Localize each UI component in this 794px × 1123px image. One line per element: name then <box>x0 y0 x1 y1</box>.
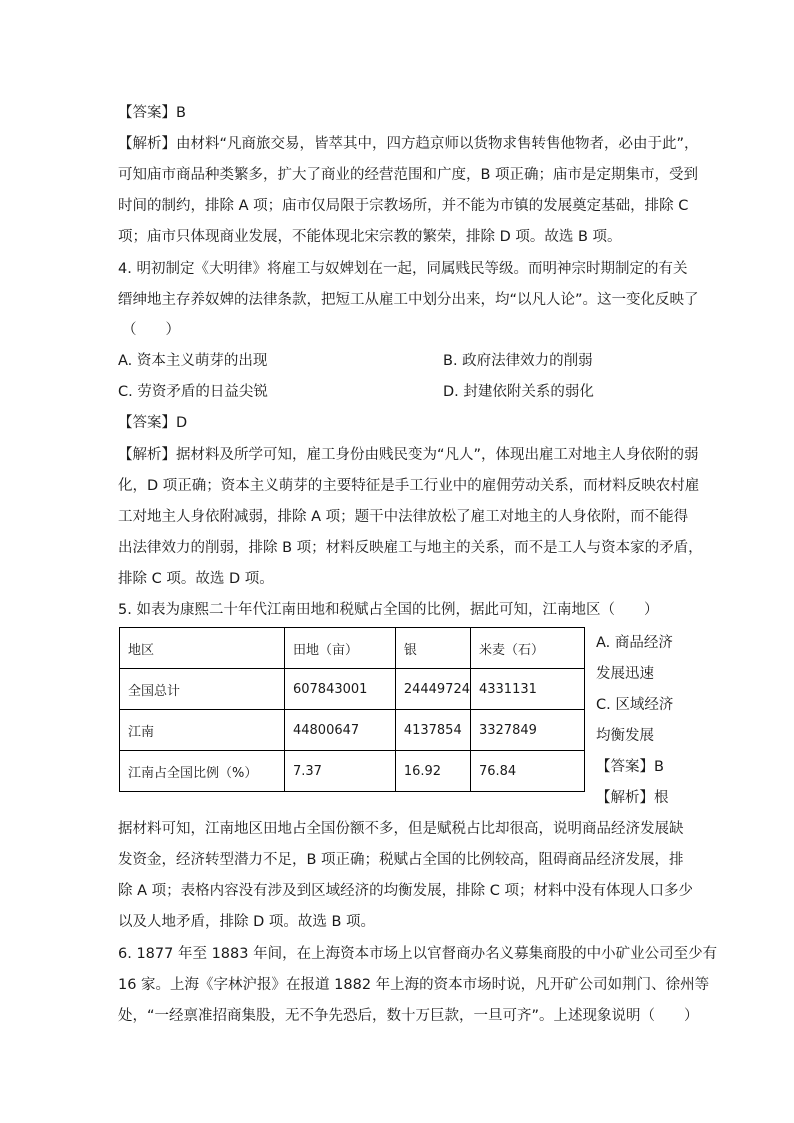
q4-analysis-line: 化，D 项正确；资本主义萌芽的主要特征是手工行业中的雇佣劳动关系，而材料反映农村雇 <box>118 478 700 494</box>
q4-answer: 【答案】D <box>118 415 188 431</box>
q3-analysis-line: 时间的制约，排除 A 项；庙市仅局限于宗教场所，并不能为市镇的发展奠定基础，排除 C <box>118 198 689 214</box>
table-header-row <box>120 628 585 669</box>
table-cell: 江南占全国比例（%） <box>120 751 285 792</box>
table-header-cell: 银 <box>395 628 470 669</box>
table-row <box>120 669 585 710</box>
q3-analysis-line: 可知庙市商品种类繁多，扩大了商业的经营范围和广度，B 项正确；庙市是定期集市，受到 <box>118 167 699 183</box>
table-cell: 3327849 <box>470 710 584 751</box>
table-header-cell: 田地（亩） <box>284 628 395 669</box>
table-row <box>120 751 585 792</box>
table-header-cell: 米麦（石） <box>470 628 584 669</box>
q5-side-text: C. 区域经济 <box>596 697 674 713</box>
q5-analysis-line: 除 A 项；表格内容没有涉及到区域经济的均衡发展，排除 C 项；材料中没有体现人口多少 <box>118 883 693 899</box>
q5-analysis-line: 以及人地矛盾，排除 D 项。故选 B 项。 <box>118 914 376 930</box>
q4-option-b: B. 政府法律效力的削弱 <box>443 353 593 369</box>
q6-stem-line: 16 家。上海《字林沪报》在报道 1882 年上海的资本市场时说，凡开矿公司如荆门、徐州等 <box>118 977 710 993</box>
q5-analysis-start: 【解析】根 <box>596 790 669 806</box>
q4-analysis-line: 排除 C 项。故选 D 项。 <box>118 571 274 587</box>
q4-option-d: D. 封建依附关系的弱化 <box>443 384 594 400</box>
table-cell: 44800647 <box>284 710 395 751</box>
q5-analysis-line: 发资金，经济转型潜力不足，B 项正确；税赋占全国的比例较高，阻碍商品经济发展，排 <box>118 852 684 868</box>
q3-answer: 【答案】B <box>118 105 186 121</box>
q4-analysis-line: 工对地主人身依附减弱，排除 A 项；题干中法律放松了雇工对地主的人身依附，而不能得 <box>118 509 689 525</box>
table-header-cell: 地区 <box>120 628 285 669</box>
q4-analysis-line: 出法律效力的削弱，排除 B 项；材料反映雇工与地主的关系，而不是工人与资本家的矛盾， <box>118 540 703 556</box>
q5-side-text: 发展迅速 <box>596 666 654 682</box>
q6-stem-line: 处，“一经禀准招商集股，无不争先恐后，数十万巨款，一旦可齐”。上述现象说明（ ） <box>118 1008 699 1024</box>
q4-option-a: A. 资本主义萌芽的出现 <box>118 353 268 369</box>
q5-data-table <box>119 627 585 792</box>
q3-analysis-line: 【解析】由材料“凡商旅交易，皆萃其中，四方趋京师以货物求售转售他物者，必由于此”， <box>118 136 699 152</box>
q5-answer: 【答案】B <box>596 759 664 775</box>
q4-option-c: C. 劳资矛盾的日益尖锐 <box>118 384 268 400</box>
q4-stem-blank: （ ） <box>122 322 180 338</box>
q5-side-text: 均衡发展 <box>596 728 654 744</box>
q6-stem-line: 6. 1877 年至 1883 年间，在上海资本市场上以官督商办名义募集商股的中小矿业公司至少有 <box>118 946 718 962</box>
table-cell: 全国总计 <box>120 669 285 710</box>
q4-analysis-line: 【解析】据材料及所学可知，雇工身份由贱民变为“凡人”，体现出雇工对地主人身依附的弱 <box>118 447 699 463</box>
table-cell: 4137854 <box>395 710 470 751</box>
table-cell: 24449724 <box>395 669 470 710</box>
table-cell: 76.84 <box>470 751 584 792</box>
q5-side-text: A. 商品经济 <box>596 635 673 651</box>
q4-stem-line: 缙绅地主存养奴婢的法律条款，把短工从雇工中划分出来，均“以凡人论”。这一变化反映了 <box>118 292 699 308</box>
q5-stem: 5. 如表为康熙二十年代江南田地和税赋占全国的比例，据此可知，江南地区（ ） <box>118 602 659 618</box>
table-cell: 7.37 <box>284 751 395 792</box>
q4-stem-line: 4. 明初制定《大明律》将雇工与奴婢划在一起，同属贱民等级。而明神宗时期制定的有关 <box>118 261 688 277</box>
table-cell: 16.92 <box>395 751 470 792</box>
q3-analysis-line: 项；庙市只体现商业发展，不能体现北宋宗教的繁荣，排除 D 项。故选 B 项。 <box>118 229 622 245</box>
q5-analysis-line: 据材料可知，江南地区田地占全国份额不多，但是赋税占比却很高，说明商品经济发展缺 <box>118 821 684 837</box>
table-row <box>120 710 585 751</box>
table-cell: 4331131 <box>470 669 584 710</box>
table-cell: 607843001 <box>284 669 395 710</box>
table-cell: 江南 <box>120 710 285 751</box>
